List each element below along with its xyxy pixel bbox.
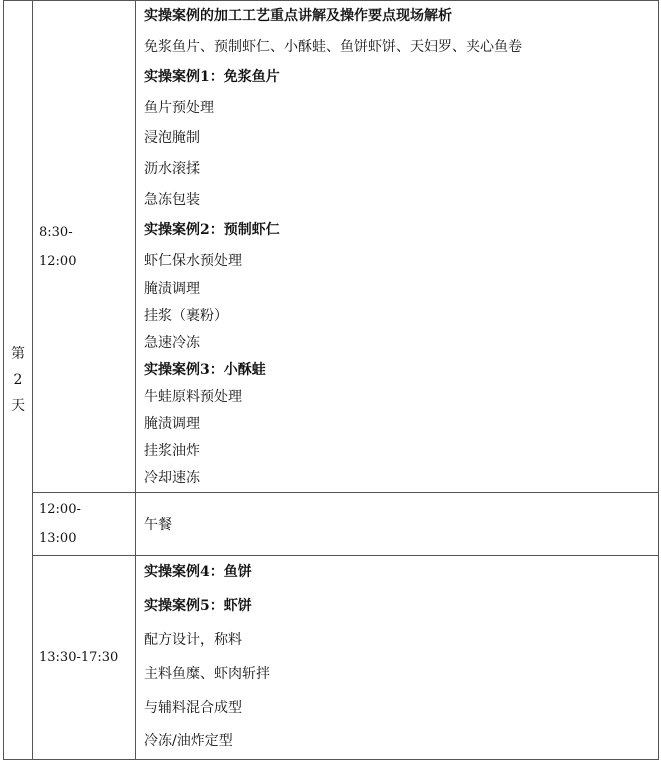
- session-row-morning: [4, 1, 659, 493]
- case-heading: 实操案例1：免浆鱼片: [144, 69, 280, 86]
- day-label-char: 天: [11, 398, 25, 415]
- time-end: 13:00: [39, 531, 77, 547]
- content-line: 沥水滚揉: [144, 160, 200, 177]
- case-heading: 实操案例3：小酥蛙: [144, 362, 266, 379]
- session-row-afternoon: [4, 556, 659, 760]
- content-cell-afternoon: [136, 556, 659, 760]
- day-cell: [4, 1, 33, 760]
- case-heading: 实操案例4：鱼饼: [144, 564, 252, 581]
- content-line: 冷却速冻: [144, 470, 200, 487]
- content-line: 急速冷冻: [144, 335, 200, 352]
- content-cell-morning: [136, 1, 659, 493]
- content-line: 鱼片预处理: [144, 99, 214, 116]
- content-heading: 实操案例的加工工艺重点讲解及操作要点现场解析: [144, 8, 452, 24]
- session-row-lunch: [4, 493, 659, 556]
- content-line: 急冻包装: [144, 191, 200, 208]
- content-line: 牛蛙原料预处理: [144, 389, 242, 406]
- time-cell-morning: [33, 1, 136, 493]
- content-line: 浸泡腌制: [144, 130, 200, 147]
- time-range: 13:30-17:30: [39, 650, 119, 666]
- content-line: 冷冻/油炸定型: [144, 733, 233, 750]
- time-cell-afternoon: [33, 556, 136, 760]
- content-line: 配方设计，称料: [144, 631, 242, 648]
- day-label-char: 第: [11, 346, 25, 363]
- content-line: 挂浆（裹粉）: [144, 308, 228, 325]
- day-label-number: 2: [13, 372, 23, 389]
- time-start: 12:00-: [39, 502, 81, 518]
- content-line: 与辅料混合成型: [144, 699, 242, 716]
- content-line: 主料鱼糜、虾肉斩拌: [144, 665, 270, 682]
- time-cell-lunch: [33, 493, 136, 556]
- content-line: 免浆鱼片、预制虾仁、小酥蛙、鱼饼虾饼、天妇罗、夹心鱼卷: [144, 38, 522, 55]
- case-heading: 实操案例5：虾饼: [144, 598, 252, 615]
- day-label: [4, 341, 32, 419]
- content-line: 腌渍调理: [144, 281, 200, 298]
- content-line: 午餐: [144, 517, 172, 534]
- content-line: 挂浆油炸: [144, 443, 200, 460]
- time-end: 12:00: [39, 253, 77, 269]
- content-line: 腌渍调理: [144, 416, 200, 433]
- case-heading: 实操案例2：预制虾仁: [144, 222, 280, 239]
- schedule-table: [3, 0, 659, 760]
- content-cell-lunch: [136, 493, 659, 556]
- content-line: 虾仁保水预处理: [144, 252, 242, 269]
- time-start: 8:30-: [39, 224, 73, 240]
